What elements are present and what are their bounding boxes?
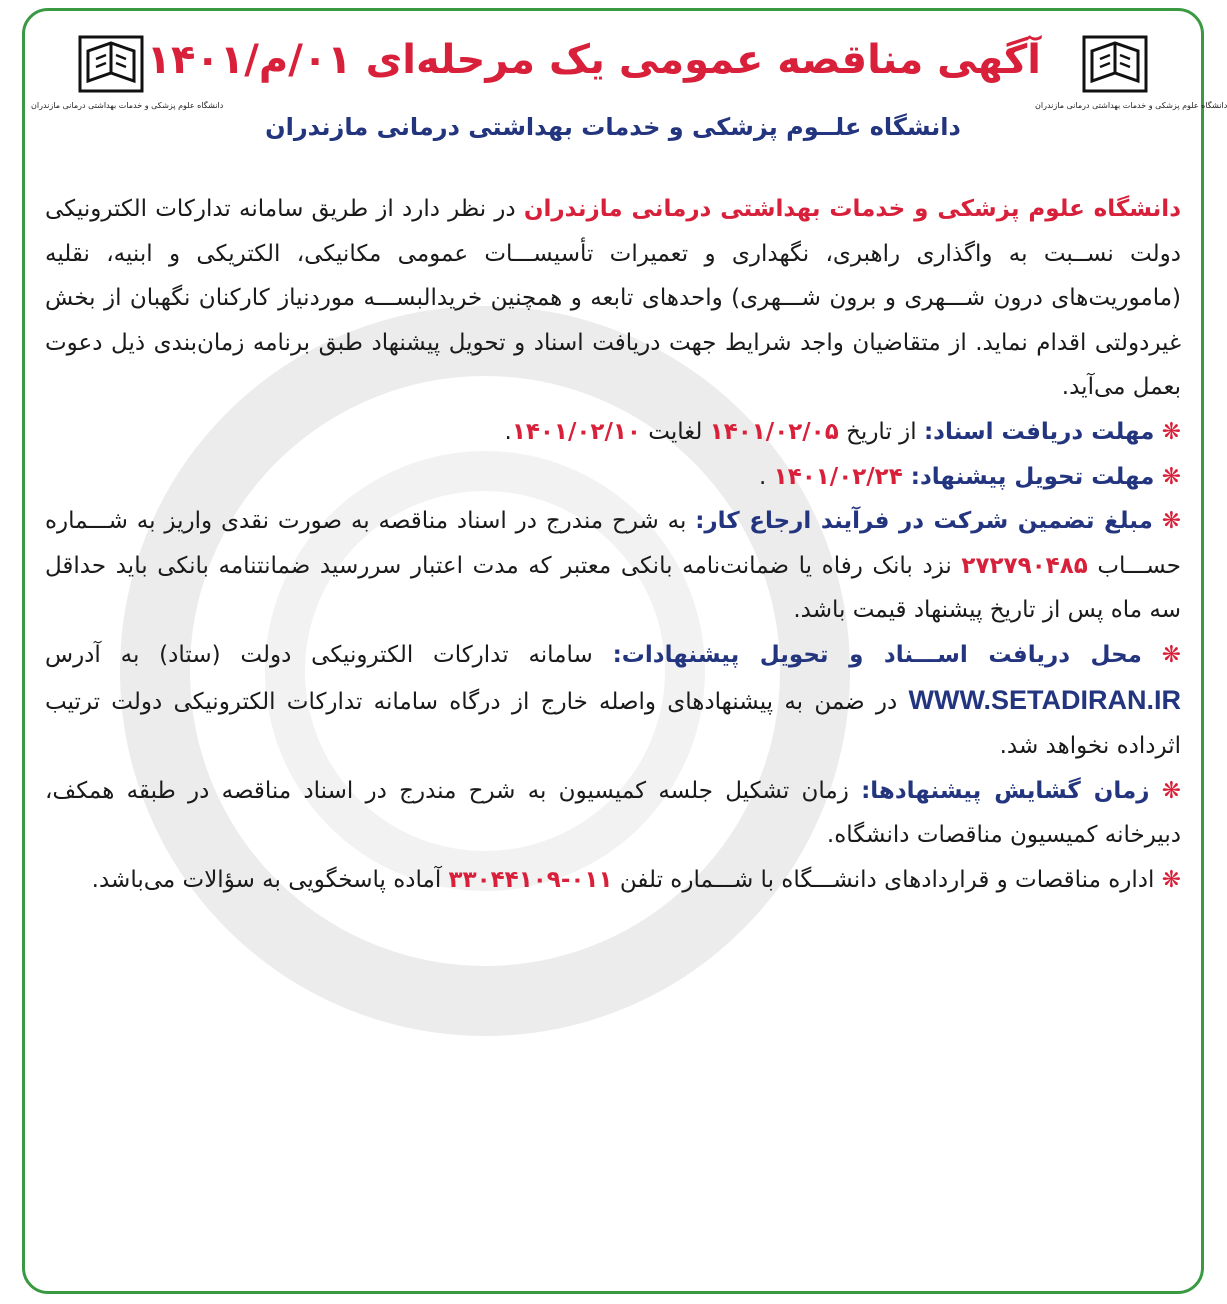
bullet-star-icon: ❋: [1161, 508, 1181, 535]
logo-caption-right: دانشگاه علوم پزشکی و خدمات بهداشتی درمانی مازندران: [1035, 101, 1227, 110]
intro-paragraph: [45, 187, 1181, 410]
intro-text: در نظر دارد از طریق سامانه تدارکات الکترونیکی دولت نســبت به واگذاری راهبری، نگهداری و تعمیرات تأسیســـات عمومی مکانیکی، الکتریکی و ابنیه، نقلیه (ماموریت‌های درون شـــهری و برون شـــهری) واحدهای تابعه و همچنین خریدالبســـه موردنیاز کارکنان نگهبان از بخش غیردولتی اقدام نماید. از متقاضیان واجد شرایط جهت دریافت اسناد و تحویل پیشنهاد طبق برنامه زمان‌بندی ذیل دعوت بعمل می‌آید.: [45, 196, 1181, 401]
contact-text-1: اداره مناقصات و قراردادهای دانشـــگاه با شـــماره تلفن: [612, 866, 1162, 893]
guarantee-text-1: به شرح مندرج در اسناد مناقصه به صورت نقدی واریز به شـــماره حســـاب: [45, 508, 1181, 579]
university-name: دانشگاه علوم پزشکی و خدمات بهداشتی درمانی مازندران: [523, 196, 1181, 222]
doc-deadline-until-date: ۱۴۰۱/۰۲/۱۰: [511, 418, 641, 445]
bid-deadline-date: ۱۴۰۱/۰۲/۲۴: [773, 463, 911, 490]
guarantee-item: [45, 499, 1181, 633]
bullet-star-icon: ❋: [1161, 866, 1181, 893]
opening-text: زمان تشکیل جلسه کمیسیون به شرح مندرج در اسناد مناقصه در طبقه همکف، دبیرخانه کمیسیون مناقصات دانشگاه.: [45, 777, 1181, 849]
notice-frame: [22, 8, 1227, 1294]
notice-body: [45, 187, 1181, 903]
opening-item: [45, 769, 1181, 858]
bullet-star-icon: ❋: [1161, 418, 1181, 445]
bid-deadline-item: [45, 455, 1181, 500]
contact-item: [45, 858, 1181, 903]
doc-deadline-until-text: لغایت: [640, 418, 710, 445]
guarantee-text-2: نزد بانک رفاه یا ضمانت‌نامه بانکی معتبر که مدت اعتبار سررسید ضمانتنامه بانکی باید حداقل سه ماه پس از تاریخ پیشنهاد قیمت باشد.: [45, 552, 1181, 624]
opening-label: زمان گشایش پیشنهادها:: [861, 777, 1150, 804]
doc-deadline-item: [45, 410, 1181, 455]
bid-deadline-label: مهلت تحویل پیشنهاد:: [910, 463, 1155, 490]
account-number: ۲۷۲۷۹۰۴۸۵: [961, 552, 1088, 579]
notice-subtitle: دانشگاه علــوم پزشکی و خدمات بهداشتی درمانی مازندران: [265, 113, 961, 141]
location-text-1: سامانه تدارکات الکترونیکی دولت (ستاد) به آدرس: [45, 641, 613, 668]
doc-deadline-from-date: ۱۴۰۱/۰۲/۰۵: [709, 418, 839, 445]
bullet-star-icon: ❋: [1161, 777, 1182, 804]
header: [25, 11, 1227, 161]
logo-caption-left: دانشگاه علوم پزشکی و خدمات بهداشتی درمانی مازندران: [31, 101, 224, 110]
doc-deadline-end: .: [504, 418, 512, 445]
setadiran-link[interactable]: WWW.SETADIRAN.IR: [908, 684, 1181, 715]
guarantee-label: مبلغ تضمین شرکت در فرآیند ارجاع کار:: [695, 508, 1153, 535]
bid-deadline-end: .: [759, 463, 774, 490]
bullet-star-icon: ❋: [1161, 463, 1181, 490]
location-text-2: در ضمن به پیشنهادهای واصله خارج از درگاه سامانه تدارکات الکترونیکی دولت ترتیب اثرداده نخواهد شد.: [45, 688, 1181, 760]
doc-deadline-label: مهلت دریافت اسناد:: [923, 418, 1155, 445]
university-logo-right: [1035, 33, 1227, 110]
contact-text-2: آماده پاسخگویی به سؤالات می‌باشد.: [91, 866, 449, 893]
location-item: [45, 633, 1181, 769]
bullet-star-icon: ❋: [1161, 641, 1182, 668]
university-emblem-icon: [76, 33, 146, 95]
doc-deadline-from-text: از تاریخ: [838, 418, 924, 445]
notice-title: آگهی مناقصه عمومی یک مرحله‌ای ۰۱/م/۱۴۰۱: [146, 37, 1041, 83]
university-emblem-icon: [1080, 33, 1150, 95]
phone-number: ۰۱۱-۳۳۰۴۴۱۰۹: [448, 866, 613, 893]
location-label: محل دریافت اســـناد و تحویل پیشنهادات:: [612, 641, 1142, 668]
